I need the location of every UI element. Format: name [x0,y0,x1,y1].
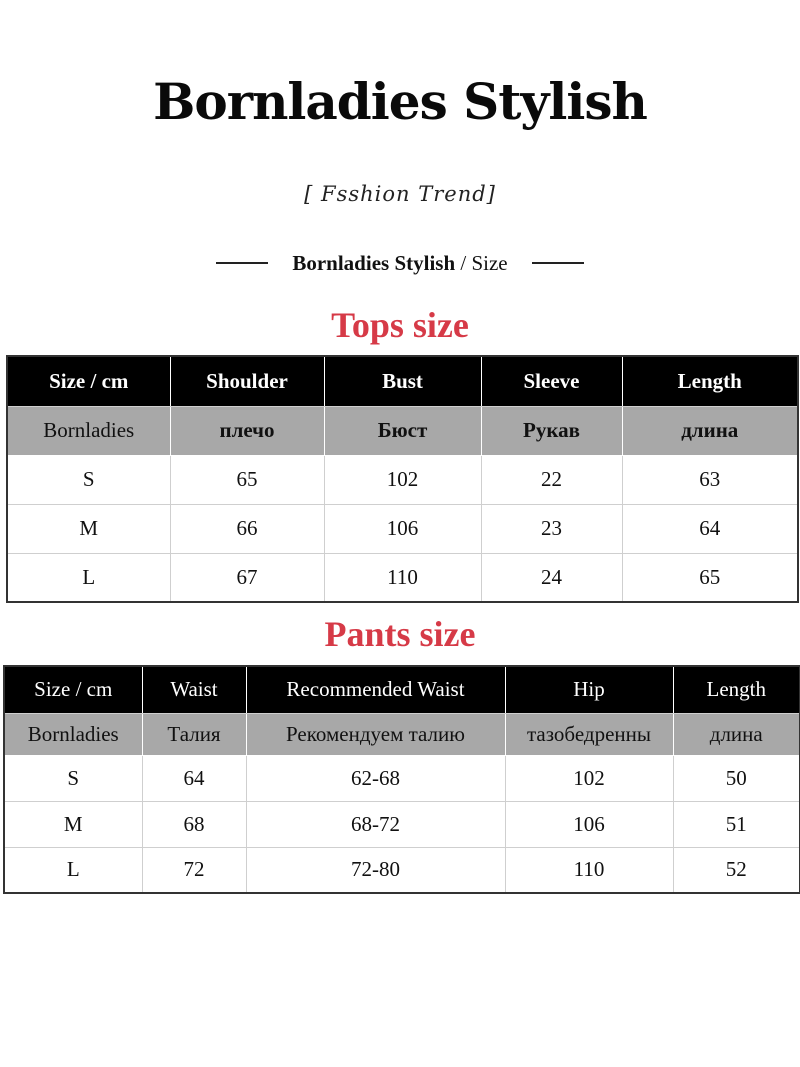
brand-title: Bornladies Stylish [153,72,647,131]
subheader-cell: Талия [142,713,246,755]
subheader-cell: Рукав [481,406,622,455]
table-cell: 102 [324,455,481,504]
table-cell: 24 [481,553,622,602]
subheader-cell: Бюст [324,406,481,455]
tops-size-table [6,355,799,603]
size-cell: M [7,504,170,553]
size-cell: S [4,755,142,801]
header-cell: Waist [142,666,246,713]
table-cell: 23 [481,504,622,553]
subheader-cell: Bornladies [7,406,170,455]
table-cell: 110 [505,847,673,893]
header-cell: Bust [324,356,481,406]
table-header-row [4,666,800,713]
table-row [7,455,798,504]
table-cell: 64 [142,755,246,801]
header-cell: Length [673,666,800,713]
table-row [4,847,800,893]
subheader-cell: Bornladies [4,713,142,755]
size-cell: S [7,455,170,504]
table-cell: 65 [170,455,324,504]
table-row [4,755,800,801]
table-cell: 64 [622,504,798,553]
table-cell: 72 [142,847,246,893]
subtitle-size: / Size [455,250,508,275]
header-cell: Size / cm [4,666,142,713]
size-cell: L [7,553,170,602]
table-cell: 106 [505,801,673,847]
table-cell: 22 [481,455,622,504]
table-subheader-row [4,713,800,755]
subtitle-brand: Bornladies Stylish [292,250,456,275]
pants-size-title: Pants size [324,614,476,654]
tagline: [ Fsshion Trend] [304,182,496,206]
subtitle-row [0,248,800,278]
subtitle-divider-right [532,262,584,264]
subheader-cell: тазобедренны [505,713,673,755]
header-cell: Recommended Waist [246,666,505,713]
table-cell: 63 [622,455,798,504]
subheader-cell: длина [673,713,800,755]
table-cell: 52 [673,847,800,893]
table-subheader-row [7,406,798,455]
table-row [7,553,798,602]
size-cell: L [4,847,142,893]
tops-size-title: Tops size [331,305,469,345]
table-cell: 106 [324,504,481,553]
subheader-cell: длина [622,406,798,455]
header-cell: Sleeve [481,356,622,406]
subtitle-divider-left [216,262,268,264]
pants-size-table [3,665,800,894]
table-cell: 102 [505,755,673,801]
table-cell: 50 [673,755,800,801]
table-cell: 68-72 [246,801,505,847]
table-cell: 62-68 [246,755,505,801]
header-cell: Shoulder [170,356,324,406]
table-cell: 67 [170,553,324,602]
table-cell: 68 [142,801,246,847]
table-cell: 110 [324,553,481,602]
subheader-cell: Рекомендуем талию [246,713,505,755]
table-header-row [7,356,798,406]
table-cell: 51 [673,801,800,847]
table-cell: 72-80 [246,847,505,893]
header-cell: Length [622,356,798,406]
header-cell: Size / cm [7,356,170,406]
table-cell: 66 [170,504,324,553]
subtitle [292,251,507,276]
size-cell: M [4,801,142,847]
table-row [7,504,798,553]
table-cell: 65 [622,553,798,602]
subheader-cell: плечо [170,406,324,455]
table-row [4,801,800,847]
header-cell: Hip [505,666,673,713]
